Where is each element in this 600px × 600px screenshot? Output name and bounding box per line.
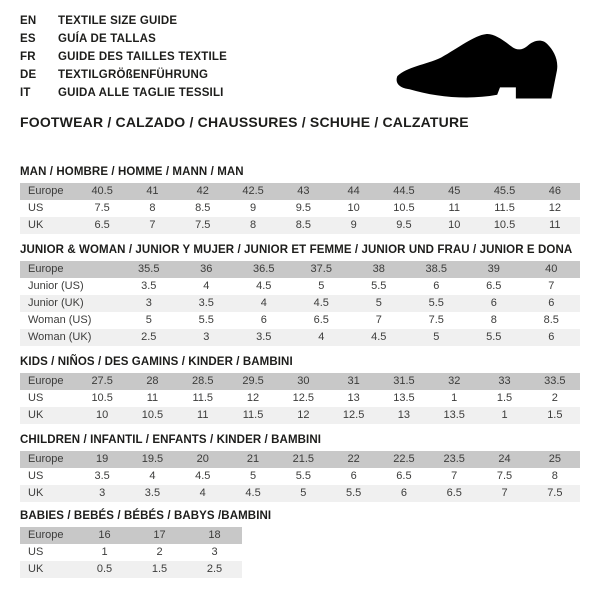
size-value-cell: 2.5 bbox=[141, 331, 157, 343]
size-table-title: BABIES / BEBÉS / BÉBÉS / BABYS /BAMBINI bbox=[20, 510, 272, 522]
size-tables bbox=[20, 166, 580, 588]
size-value-cell: 7 bbox=[451, 470, 458, 482]
size-table-section-man bbox=[20, 166, 580, 234]
size-table-title: JUNIOR & WOMAN / JUNIOR Y MUJER / JUNIOR ET FEMME / JUNIOR UND FRAU / JUNIOR E DONA bbox=[20, 244, 573, 256]
size-value-cell: 4 bbox=[149, 470, 156, 482]
size-value-cell: 3.5 bbox=[256, 331, 272, 343]
size-value-cell: 8.5 bbox=[295, 219, 311, 231]
size-value-cell: 10 bbox=[96, 409, 109, 421]
size-value-cell: 5.5 bbox=[345, 487, 362, 499]
size-value-cell: 11 bbox=[549, 219, 561, 231]
size-value-cell: 17 bbox=[153, 529, 166, 541]
size-value-cell: 3 bbox=[145, 297, 152, 309]
table-row bbox=[20, 278, 580, 295]
size-value-cell: 21.5 bbox=[292, 453, 315, 465]
size-value-cell: 16 bbox=[98, 529, 111, 541]
size-value-cell: 45 bbox=[448, 185, 461, 197]
size-value-cell: 2.5 bbox=[206, 563, 223, 575]
size-value-cell: 7.5 bbox=[428, 314, 444, 326]
language-label: TEXTILGRÖßENFÜHRUNG bbox=[58, 69, 209, 81]
size-value-cell: 8.5 bbox=[195, 202, 211, 214]
size-value-cell: 8 bbox=[551, 470, 558, 482]
size-value-cell: 45.5 bbox=[493, 185, 516, 197]
size-value-cell: 27.5 bbox=[91, 375, 113, 387]
table-row bbox=[20, 527, 242, 544]
size-value-cell: 3.5 bbox=[198, 297, 214, 309]
size-value-cell: 40 bbox=[545, 263, 558, 275]
row-label: Woman (US) bbox=[28, 314, 92, 326]
size-value-cell: 5.5 bbox=[371, 280, 387, 292]
size-value-cell: 11.5 bbox=[494, 202, 515, 214]
size-value-cell: 13 bbox=[397, 409, 411, 421]
size-value-cell: 6.5 bbox=[446, 487, 462, 499]
size-value-cell: 4.5 bbox=[195, 470, 211, 482]
size-value-cell: 6.5 bbox=[313, 314, 329, 326]
size-value-cell: 10.5 bbox=[393, 202, 415, 214]
language-label: TEXTILE SIZE GUIDE bbox=[58, 15, 178, 27]
size-value-cell: 7 bbox=[501, 487, 508, 499]
size-table bbox=[20, 451, 580, 502]
table-row bbox=[20, 468, 580, 485]
language-code: IT bbox=[20, 87, 31, 99]
row-label: UK bbox=[28, 487, 44, 499]
language-label: GUÍA DE TALLAS bbox=[58, 33, 156, 45]
table-row bbox=[20, 390, 580, 407]
table-row bbox=[20, 561, 242, 578]
size-value-cell: 2 bbox=[551, 392, 558, 404]
size-value-cell: 4 bbox=[199, 487, 206, 499]
size-table-section-babies bbox=[20, 510, 580, 578]
size-value-cell: 1 bbox=[451, 392, 458, 404]
row-label: Junior (US) bbox=[28, 280, 84, 292]
language-code: FR bbox=[20, 51, 36, 63]
language-code: DE bbox=[20, 69, 37, 81]
size-value-cell: 33 bbox=[498, 375, 511, 387]
size-value-cell: 7.5 bbox=[94, 202, 110, 214]
size-value-cell: 42 bbox=[196, 185, 209, 197]
row-label: US bbox=[28, 202, 44, 214]
size-value-cell: 6 bbox=[400, 487, 407, 499]
size-value-cell: 4 bbox=[260, 297, 267, 309]
table-row bbox=[20, 295, 580, 312]
size-value-cell: 23.5 bbox=[443, 453, 465, 465]
size-value-cell: 8.5 bbox=[543, 314, 559, 326]
table-row bbox=[20, 373, 580, 390]
size-value-cell: 6 bbox=[350, 470, 357, 482]
size-value-cell: 5 bbox=[300, 487, 307, 499]
size-value-cell: 6 bbox=[490, 297, 497, 309]
language-label: GUIDE DES TAILLES TEXTILE bbox=[58, 51, 227, 63]
size-value-cell: 35.5 bbox=[138, 263, 160, 275]
size-value-cell: 1.5 bbox=[547, 409, 563, 421]
size-value-cell: 9.5 bbox=[295, 202, 311, 214]
size-value-cell: 7 bbox=[375, 314, 382, 326]
size-value-cell: 6 bbox=[260, 314, 267, 326]
size-table-section-junior-woman bbox=[20, 244, 580, 346]
size-value-cell: 10.5 bbox=[493, 219, 516, 231]
size-value-cell: 7 bbox=[149, 219, 156, 231]
size-value-cell: 24 bbox=[498, 453, 511, 465]
size-value-cell: 12 bbox=[246, 392, 260, 404]
size-value-cell: 28.5 bbox=[192, 375, 214, 387]
size-value-cell: 29.5 bbox=[242, 375, 264, 387]
size-value-cell: 3 bbox=[203, 331, 210, 343]
size-value-cell: 3.5 bbox=[94, 470, 110, 482]
size-value-cell: 11.5 bbox=[192, 392, 214, 404]
size-value-cell: 7.5 bbox=[496, 470, 513, 482]
size-value-cell: 0.5 bbox=[96, 563, 113, 575]
size-table-section-kids bbox=[20, 356, 580, 424]
size-value-cell: 4.5 bbox=[371, 331, 387, 343]
size-table bbox=[20, 527, 242, 578]
size-table-title: MAN / HOMBRE / HOMME / MANN / MAN bbox=[20, 166, 244, 178]
size-value-cell: 36.5 bbox=[253, 263, 275, 275]
size-value-cell: 12.5 bbox=[292, 392, 315, 404]
size-value-cell: 12.5 bbox=[342, 409, 365, 421]
size-value-cell: 37.5 bbox=[310, 263, 332, 275]
size-value-cell: 46 bbox=[548, 185, 561, 197]
size-value-cell: 38.5 bbox=[425, 263, 447, 275]
size-value-cell: 4 bbox=[203, 280, 210, 292]
table-row bbox=[20, 451, 580, 468]
row-label: UK bbox=[28, 563, 44, 575]
size-value-cell: 5 bbox=[145, 314, 152, 326]
size-value-cell: 10 bbox=[347, 202, 360, 214]
row-label: Woman (UK) bbox=[28, 331, 92, 343]
size-value-cell: 1 bbox=[101, 546, 108, 558]
size-value-cell: 10 bbox=[448, 219, 461, 231]
language-code: ES bbox=[20, 33, 36, 45]
size-value-cell: 13.5 bbox=[393, 392, 415, 404]
size-value-cell: 5.5 bbox=[486, 331, 502, 343]
size-value-cell: 3 bbox=[211, 546, 218, 558]
size-value-cell: 21 bbox=[246, 453, 260, 465]
row-label: Junior (UK) bbox=[28, 297, 84, 309]
size-value-cell: 6 bbox=[548, 297, 555, 309]
table-row bbox=[20, 183, 580, 200]
table-row bbox=[20, 217, 580, 234]
size-value-cell: 20 bbox=[196, 453, 209, 465]
row-label: Europe bbox=[28, 529, 64, 541]
row-label: Europe bbox=[28, 263, 64, 275]
size-value-cell: 42.5 bbox=[242, 185, 264, 197]
size-value-cell: 19.5 bbox=[141, 453, 164, 465]
row-label: US bbox=[28, 546, 44, 558]
size-value-cell: 41 bbox=[146, 185, 159, 197]
size-value-cell: 10.5 bbox=[141, 409, 164, 421]
size-value-cell: 38 bbox=[372, 263, 385, 275]
size-value-cell: 5.5 bbox=[428, 297, 444, 309]
size-value-cell: 3 bbox=[99, 487, 106, 499]
size-table bbox=[20, 183, 580, 234]
size-value-cell: 44 bbox=[347, 185, 360, 197]
size-value-cell: 6 bbox=[548, 331, 555, 343]
size-value-cell: 4.5 bbox=[256, 280, 272, 292]
row-label: UK bbox=[28, 219, 44, 231]
size-table-section-children bbox=[20, 434, 580, 502]
size-value-cell: 6.5 bbox=[486, 280, 502, 292]
size-table-title: KIDS / NIÑOS / DES GAMINS / KINDER / BAMBINI bbox=[20, 356, 293, 368]
size-value-cell: 1 bbox=[501, 409, 508, 421]
size-value-cell: 4 bbox=[318, 331, 325, 343]
size-value-cell: 5.5 bbox=[295, 470, 311, 482]
size-value-cell: 1.5 bbox=[151, 563, 168, 575]
size-value-cell: 11 bbox=[146, 392, 159, 404]
size-value-cell: 30 bbox=[297, 375, 310, 387]
row-label: UK bbox=[28, 409, 44, 421]
size-value-cell: 8 bbox=[249, 219, 257, 231]
size-value-cell: 25 bbox=[548, 453, 561, 465]
size-value-cell: 22.5 bbox=[393, 453, 415, 465]
size-value-cell: 5 bbox=[433, 331, 440, 343]
size-value-cell: 11 bbox=[448, 202, 460, 214]
size-value-cell: 13 bbox=[347, 392, 360, 404]
row-label: Europe bbox=[28, 375, 64, 387]
size-value-cell: 6 bbox=[433, 280, 440, 292]
size-value-cell: 3.5 bbox=[141, 280, 157, 292]
size-value-cell: 31.5 bbox=[393, 375, 415, 387]
size-value-cell: 43 bbox=[297, 185, 310, 197]
table-row bbox=[20, 329, 580, 346]
language-label: GUIDA ALLE TAGLIE TESSILI bbox=[58, 87, 224, 99]
size-value-cell: 12 bbox=[297, 409, 310, 421]
size-value-cell: 4.5 bbox=[245, 487, 261, 499]
size-value-cell: 3.5 bbox=[144, 487, 161, 499]
table-row bbox=[20, 200, 580, 217]
language-code: EN bbox=[20, 15, 37, 27]
row-label: US bbox=[28, 392, 44, 404]
size-value-cell: 5 bbox=[249, 470, 257, 482]
size-value-cell: 10.5 bbox=[91, 392, 113, 404]
size-value-cell: 9.5 bbox=[396, 219, 412, 231]
size-value-cell: 12 bbox=[548, 202, 561, 214]
size-value-cell: 7 bbox=[548, 280, 555, 292]
size-table bbox=[20, 373, 580, 424]
size-value-cell: 33.5 bbox=[544, 375, 566, 387]
size-table bbox=[20, 261, 580, 346]
size-value-cell: 44.5 bbox=[393, 185, 415, 197]
table-row bbox=[20, 485, 580, 502]
size-value-cell: 4.5 bbox=[313, 297, 329, 309]
size-value-cell: 1.5 bbox=[496, 392, 513, 404]
size-value-cell: 8 bbox=[149, 202, 156, 214]
size-value-cell: 18 bbox=[208, 529, 221, 541]
size-value-cell: 7.5 bbox=[547, 487, 563, 499]
dress-shoe-icon bbox=[390, 22, 582, 106]
size-value-cell: 7.5 bbox=[195, 219, 211, 231]
size-value-cell: 22 bbox=[347, 453, 360, 465]
size-value-cell: 13.5 bbox=[443, 409, 465, 421]
size-value-cell: 5.5 bbox=[198, 314, 214, 326]
size-value-cell: 36 bbox=[200, 263, 213, 275]
size-value-cell: 11.5 bbox=[242, 409, 264, 421]
size-value-cell: 5 bbox=[318, 280, 325, 292]
size-value-cell: 2 bbox=[156, 546, 163, 558]
size-value-cell: 31 bbox=[347, 375, 360, 387]
size-table-title: CHILDREN / INFANTIL / ENFANTS / KINDER / BAMBINI bbox=[20, 434, 322, 446]
size-value-cell: 6.5 bbox=[94, 219, 110, 231]
size-value-cell: 39 bbox=[487, 263, 500, 275]
size-value-cell: 32 bbox=[448, 375, 461, 387]
size-value-cell: 5 bbox=[375, 297, 382, 309]
size-value-cell: 8 bbox=[490, 314, 497, 326]
table-row bbox=[20, 407, 580, 424]
size-value-cell: 19 bbox=[96, 453, 109, 465]
size-value-cell: 9 bbox=[249, 202, 257, 214]
size-value-cell: 6.5 bbox=[396, 470, 412, 482]
table-row bbox=[20, 312, 580, 329]
row-label: Europe bbox=[28, 453, 64, 465]
size-value-cell: 40.5 bbox=[91, 185, 113, 197]
table-row bbox=[20, 261, 580, 278]
size-value-cell: 9 bbox=[350, 219, 357, 231]
row-label: Europe bbox=[28, 185, 64, 197]
size-value-cell: 11 bbox=[197, 409, 209, 421]
size-value-cell: 28 bbox=[146, 375, 159, 387]
table-row bbox=[20, 544, 242, 561]
category-title: FOOTWEAR / CALZADO / CHAUSSURES / SCHUHE / CALZATURE bbox=[20, 114, 469, 130]
row-label: US bbox=[28, 470, 44, 482]
